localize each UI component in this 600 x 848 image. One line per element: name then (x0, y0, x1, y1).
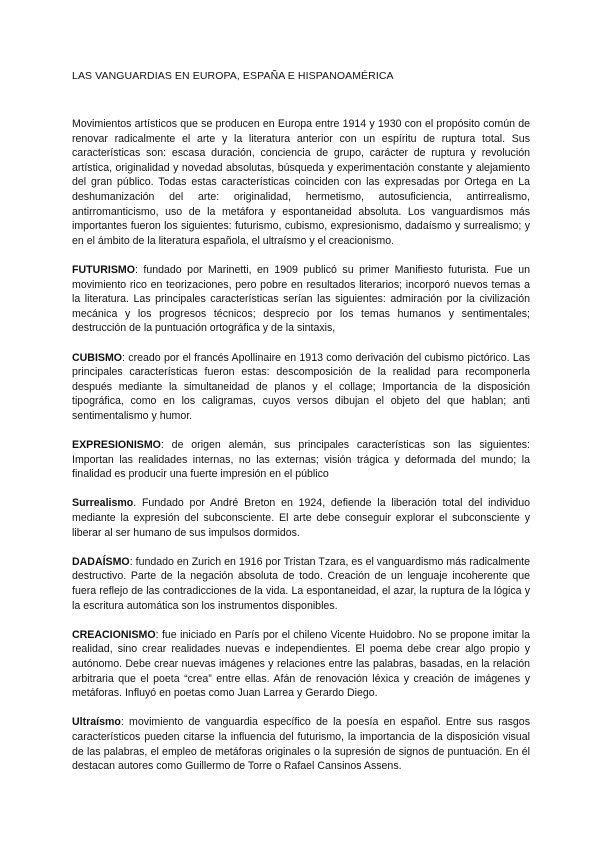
section-text: : fundado en Zurich en 1916 por Tristan Tzara, es el vanguardismo más radicalmente destructivo. Parte de la negación absoluta de todo. Creación de un lenguaje incoherente que fuera reflejo de las contradicciones de la vida. La espontaneidad, el azar, la ruptura de la lógica y la escritura automática son los instrumentos disponibles. (72, 555, 530, 612)
section-dadaismo (72, 555, 530, 613)
section-text: . Fundado por André Breton en 1924, defiende la liberación total del individuo mediante la expresión del subconsciente. El arte debe conseguir explorar el subconsciente y liberar al ser humano de sus impulsos dormidos. (72, 497, 530, 539)
section-text: : de origen alemán, sus principales características son las siguientes: Importan las realidades internas, no las externas; visión trágica y deformada del mundo; la finalidad es producir una fuerte impresión en el público (72, 439, 530, 481)
document-page (72, 70, 530, 788)
section-term: EXPRESIONISMO (72, 439, 161, 452)
section-term: Ultraísmo (72, 716, 121, 729)
section-futurismo (72, 263, 530, 336)
section-text: : fue iniciado en París por el chileno Vicente Huidobro. No se propone imitar la realidad, sino crear realidades nuevas e independientes. El poema debe crear algo propio y autónomo. Debe crear nuevas imágenes y relaciones entre las palabras, basadas, en la relación arbitraria que el poeta “crea” entre ellas. Afán de renovación léxica y creación de imágenes y metáforas. Influyó en poetas como Juan Larrea y Gerardo Diego. (72, 628, 530, 700)
section-term: CREACIONISMO (72, 628, 156, 641)
section-term: CUBISMO (72, 351, 123, 364)
section-creacionismo (72, 628, 530, 701)
section-text: : movimiento de vanguardia específico de la poesía en español. Entre sus rasgos característicos pueden citarse la influencia del futurismo, la importancia de la disposición visual de las palabras, el empleo de metáforas originales o la supresión de signos de puntuación. En él destacan autores como Guillermo de Torre o Rafael Cansinos Assens. (72, 716, 530, 773)
section-cubismo (72, 351, 530, 424)
intro-paragraph: Movimientos artísticos que se producen en Europa entre 1914 y 1930 con el propósito común de renovar radicalmente el arte y la literatura anterior con un espíritu de ruptura total. Sus características son: escasa duración, conciencia de grupo, carácter de ruptura y revolución artística, originalidad y novedad absolutas, búsqueda y experimentación constante y alejamiento del gran público. Todas estas características coinciden con las expresadas por Ortega en La deshumanización del arte: originalidad, hermetismo, autosuficiencia, antirrealismo, antirromanticismo, uso de la metáfora y espontaneidad absoluta. Los vanguardismos más importantes fueron los siguientes: futurismo, cubismo, expresionismo, dadaísmo y surrealismo; y en el ámbito de la literatura española, el ultraísmo y el creacionismo. (72, 118, 530, 247)
section-text: : fundado por Marinetti, en 1909 publicó su primer Manifiesto futurista. Fue un movimiento rico en teorizaciones, pero pobre en resultados literarios; incorporó nuevos temas a la literatura. Las principales características serían las siguientes: admiración por la civilización mecánica y los progresos técnicos; desprecio por los temas humanos y sentimentales; destrucción de la puntuación ortográfica y de la sintaxis, (72, 263, 530, 335)
section-text: : creado por el francés Apollinaire en 1913 como derivación del cubismo pictórico. Las principales características fueron estas: descomposición de la realidad para recomponerla después mediante la simultaneidad de planos y el collage; Importancia de la disposición tipográfica, como en los caligramas, cuyos versos dibujan el objeto del que hablan; anti sentimentalismo y humor. (72, 351, 530, 422)
section-ultraismo (72, 715, 530, 773)
section-term: Surrealismo (72, 497, 134, 510)
section-term: DADAÍSMO (72, 555, 130, 568)
section-surrealismo (72, 496, 530, 540)
section-term: FUTURISMO (72, 263, 135, 276)
section-expresionismo (72, 438, 530, 482)
document-title: LAS VANGUARDIAS EN EUROPA, ESPAÑA E HISPANOAMÉRICA (72, 70, 394, 82)
